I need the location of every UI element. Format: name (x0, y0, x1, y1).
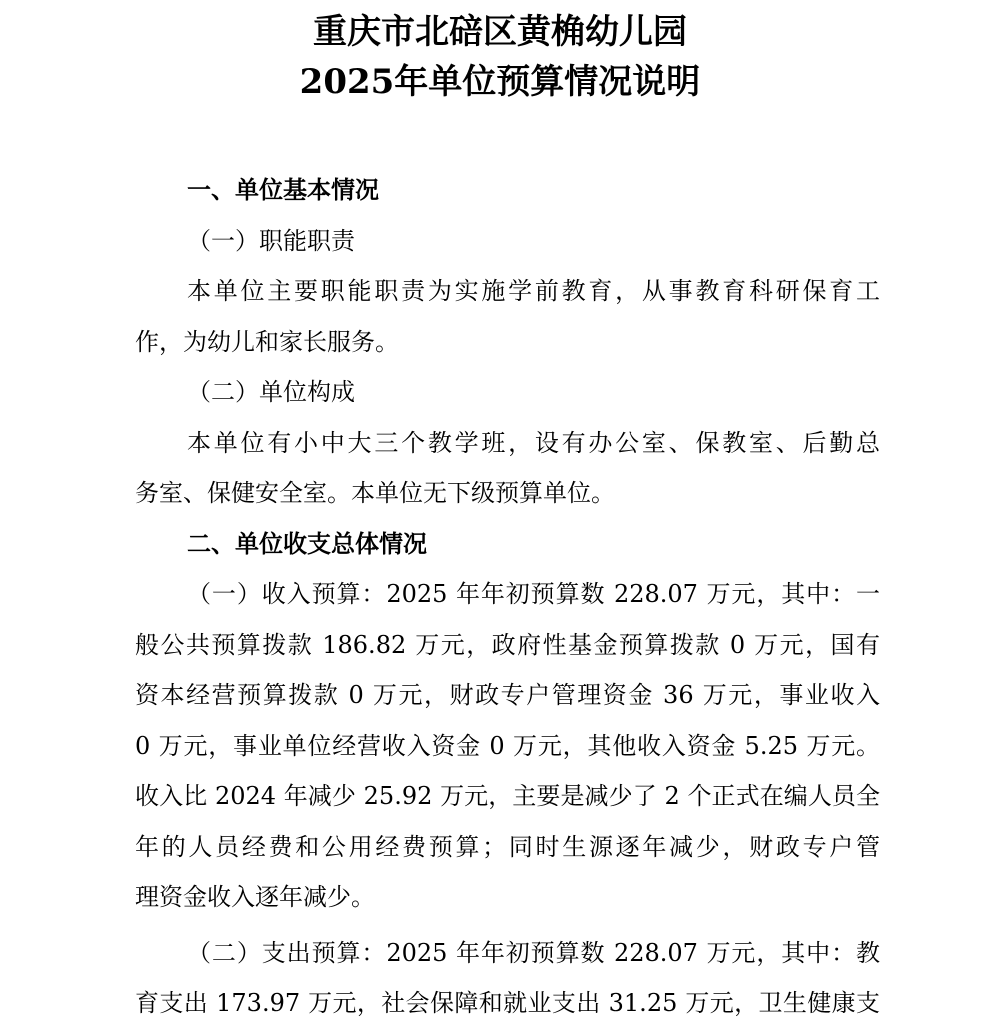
section1-heading: 一、单位基本情况 (187, 175, 379, 204)
paragraph-line: 务室、保健安全室。本单位无下级预算单位。 (135, 479, 615, 507)
document-title-line1: 重庆市北碚区黄桷幼儿园 (313, 12, 687, 52)
paragraph-line: 收入比 2024 年减少 25.92 万元，主要是减少了 2 个正式在编人员全 (135, 782, 880, 810)
paragraph-line: 年的人员经费和公用经费预算；同时生源逐年减少，财政专户管 (135, 832, 880, 861)
document-body (135, 165, 880, 1029)
paragraph-line: 理资金收入逐年减少。 (135, 883, 375, 911)
paragraph-line: 作，为幼儿和家长服务。 (135, 327, 399, 356)
section1-sub1-heading: （一）职能职责 (187, 226, 355, 255)
paragraph-line: 本单位主要职能职责为实施学前教育，从事教育科研保育工 (187, 277, 880, 305)
paragraph-line: 本单位有小中大三个教学班，设有办公室、保教室、后勤总 (187, 428, 880, 457)
paragraph-line: 育支出 173.97 万元，社会保障和就业支出 31.25 万元，卫生健康支 (135, 989, 880, 1017)
document-title-line2: 2025年单位预算情况说明 (299, 62, 701, 102)
paragraph-line: 资本经营预算拨款 0 万元，财政专户管理资金 36 万元，事业收入 (135, 681, 880, 709)
paragraph-line: （一）收入预算：2025 年年初预算数 228.07 万元，其中：一 (187, 580, 880, 608)
paragraph-line: （二）支出预算：2025 年年初预算数 228.07 万元，其中：教 (187, 938, 880, 967)
section2-heading: 二、单位收支总体情况 (187, 528, 427, 558)
paragraph-line: 0 万元，事业单位经营收入资金 0 万元，其他收入资金 5.25 万元。 (135, 731, 880, 760)
paragraph-line: 般公共预算拨款 186.82 万元，政府性基金预算拨款 0 万元，国有 (135, 630, 880, 659)
section1-sub2-heading: （二）单位构成 (187, 378, 355, 406)
